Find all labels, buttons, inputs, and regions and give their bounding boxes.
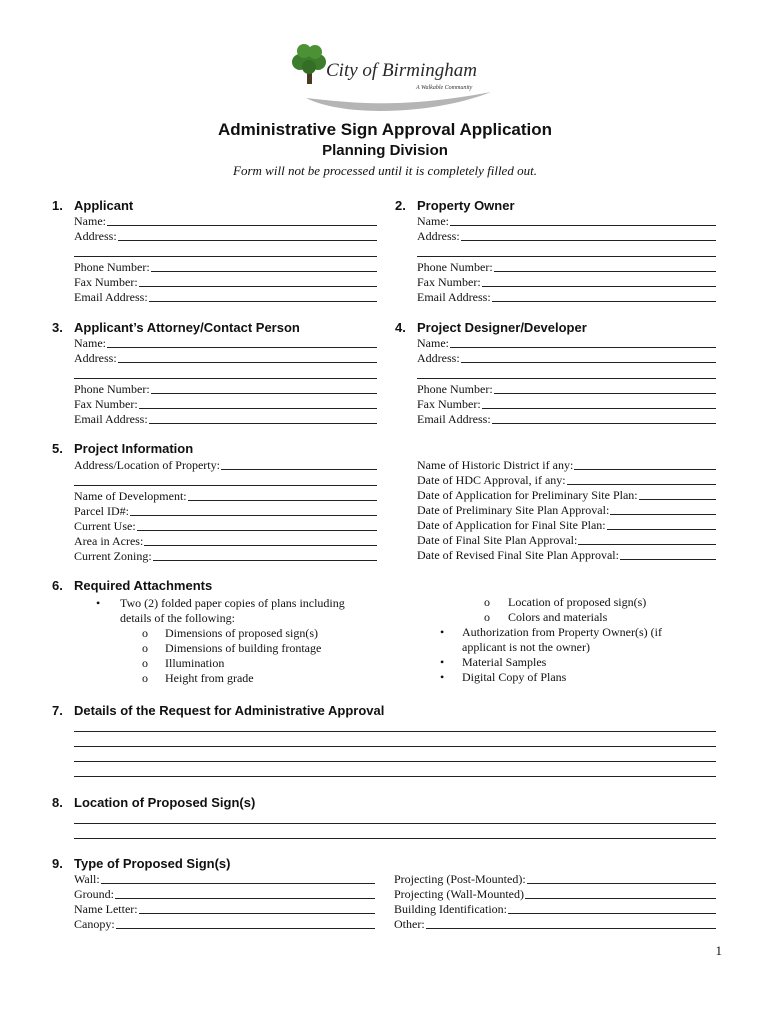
fill-line[interactable] <box>620 559 716 560</box>
historic-district-field[interactable] <box>417 458 716 473</box>
bullet-icon: • <box>96 596 101 610</box>
field-label: Name of Historic District if any: <box>417 458 574 472</box>
sub-item <box>142 656 366 671</box>
logo-graphic <box>286 40 496 120</box>
fill-line[interactable] <box>151 271 377 272</box>
bullet-icon: • <box>440 670 445 684</box>
field-label: Fax Number: <box>417 275 481 289</box>
field-label: Area in Acres: <box>74 534 144 548</box>
section-title: Applicant’s Attorney/Contact Person <box>74 320 300 335</box>
section-number: 1. <box>52 198 63 213</box>
field-label: Date of Application for Final Site Plan: <box>417 518 606 532</box>
fill-line[interactable] <box>101 883 375 884</box>
section-9-heading <box>52 856 231 871</box>
field-label: Name: <box>417 214 449 228</box>
field-label: Date of HDC Approval, if any: <box>417 473 566 487</box>
sub-item <box>484 595 710 610</box>
attachments-right <box>440 595 710 685</box>
field-label: Name Letter: <box>74 902 138 916</box>
field-label: Fax Number: <box>417 397 481 411</box>
sub-item-text: Colors and materials <box>508 610 608 624</box>
page-number: 1 <box>715 943 722 958</box>
fill-line[interactable] <box>494 393 716 394</box>
section-8-heading <box>52 795 255 810</box>
field-label: Name of Development: <box>74 489 187 503</box>
wall-sign-field[interactable] <box>74 872 375 887</box>
field-label: Name: <box>74 214 106 228</box>
details-line[interactable] <box>74 746 716 747</box>
field-label: Address/Location of Property: <box>74 458 220 472</box>
field-label: Name: <box>417 336 449 350</box>
sub-item <box>484 610 710 625</box>
fill-line[interactable] <box>527 883 716 884</box>
field-label: Address: <box>74 351 117 365</box>
form-subtitle: Planning Division <box>322 142 448 159</box>
fill-line[interactable] <box>426 928 716 929</box>
attorney-fields <box>74 336 377 427</box>
fill-line[interactable] <box>525 898 716 899</box>
current-zoning-field[interactable] <box>74 549 377 564</box>
attachments-left <box>96 596 366 686</box>
fill-line[interactable] <box>607 529 716 530</box>
field-label: Address: <box>417 351 460 365</box>
section-number: 4. <box>395 320 406 335</box>
section-6-heading <box>52 578 212 593</box>
field-label: Current Zoning: <box>74 549 152 563</box>
fill-line[interactable] <box>116 928 375 929</box>
address-line-2[interactable] <box>417 378 716 379</box>
field-label: Projecting (Post-Mounted): <box>394 872 526 886</box>
fill-line[interactable] <box>492 423 716 424</box>
logo-city-text: City of Birmingham <box>326 60 477 81</box>
attachment-sublist <box>96 626 366 686</box>
development-name-field[interactable] <box>74 489 377 504</box>
sub-item <box>142 671 366 686</box>
fill-line[interactable] <box>461 362 716 363</box>
applicant-address-field[interactable] <box>74 229 377 244</box>
fill-line[interactable] <box>118 362 377 363</box>
owner-fax-field[interactable] <box>417 275 716 290</box>
projecting-wall-field[interactable] <box>394 887 716 902</box>
applicant-fields <box>74 214 377 305</box>
form-title: Administrative Sign Approval Application <box>217 120 553 139</box>
revised-approval-date-field[interactable] <box>417 548 716 563</box>
designer-fields <box>417 336 716 427</box>
fill-line[interactable] <box>574 469 716 470</box>
city-logo <box>286 40 496 120</box>
section-7-heading <box>52 703 384 718</box>
sub-bullet-icon: o <box>142 641 148 655</box>
location-lines <box>74 823 716 839</box>
fill-line[interactable] <box>482 286 716 287</box>
fill-line[interactable] <box>149 423 377 424</box>
fill-line[interactable] <box>137 530 377 531</box>
property-address-field[interactable] <box>74 458 377 473</box>
field-label: Name: <box>74 336 106 350</box>
fill-line[interactable] <box>139 913 375 914</box>
section-number: 3. <box>52 320 63 335</box>
fill-line[interactable] <box>153 560 377 561</box>
form-note: Form will not be processed until it is completely filled out. <box>233 163 537 178</box>
project-info-left <box>74 458 377 564</box>
fill-line[interactable] <box>450 225 716 226</box>
hdc-approval-field[interactable] <box>417 473 716 488</box>
section-number: 6. <box>52 578 63 593</box>
canopy-sign-field[interactable] <box>74 917 375 932</box>
fill-line[interactable] <box>578 544 716 545</box>
field-label: Fax Number: <box>74 397 138 411</box>
designer-name-field[interactable] <box>417 336 716 351</box>
field-label: Email Address: <box>417 290 491 304</box>
applicant-phone-field[interactable] <box>74 260 377 275</box>
fill-line[interactable] <box>118 240 377 241</box>
owner-phone-field[interactable] <box>417 260 716 275</box>
sub-item-text: Illumination <box>165 656 225 670</box>
field-label: Parcel ID#: <box>74 504 129 518</box>
final-approval-date-field[interactable] <box>417 533 716 548</box>
field-label: Date of Application for Preliminary Site Plan: <box>417 488 638 502</box>
attachment-sublist <box>440 595 710 625</box>
owner-fields <box>417 214 716 305</box>
fill-line[interactable] <box>151 393 377 394</box>
section-title: Property Owner <box>417 198 515 213</box>
sub-item-text: Location of proposed sign(s) <box>508 595 647 609</box>
owner-name-field[interactable] <box>417 214 716 229</box>
fill-line[interactable] <box>494 271 716 272</box>
section-title: Applicant <box>74 198 134 213</box>
applicant-name-field[interactable] <box>74 214 377 229</box>
field-label: Ground: <box>74 887 114 901</box>
tree-icon <box>292 44 326 74</box>
designer-address-field[interactable] <box>417 351 716 366</box>
sub-item-text: Dimensions of building frontage <box>165 641 322 655</box>
fill-line[interactable] <box>482 408 716 409</box>
applicant-fax-field[interactable] <box>74 275 377 290</box>
address-line-2[interactable] <box>74 485 377 486</box>
field-label: Email Address: <box>74 290 148 304</box>
parcel-id-field[interactable] <box>74 504 377 519</box>
section-number: 5. <box>52 441 63 456</box>
bullet-icon: • <box>440 625 445 639</box>
attorney-email-field[interactable] <box>74 412 377 427</box>
fill-line[interactable] <box>144 545 377 546</box>
details-line[interactable] <box>74 776 716 777</box>
details-lines <box>74 731 716 777</box>
current-use-field[interactable] <box>74 519 377 534</box>
sub-item <box>142 626 366 641</box>
sign-types-left <box>74 872 375 932</box>
fill-line[interactable] <box>115 898 375 899</box>
sub-item-text: Height from grade <box>165 671 254 685</box>
location-line[interactable] <box>74 823 716 824</box>
attachment-text: Digital Copy of Plans <box>462 670 567 684</box>
section-2-heading <box>395 198 515 213</box>
attachment-item <box>440 655 710 670</box>
attorney-name-field[interactable] <box>74 336 377 351</box>
attachment-text: Two (2) folded paper copies of plans including details of the following: <box>120 596 345 625</box>
section-title: Project Information <box>74 441 194 456</box>
designer-email-field[interactable] <box>417 412 716 427</box>
attachment-item <box>440 670 710 685</box>
sub-item-text: Dimensions of proposed sign(s) <box>165 626 318 640</box>
field-label: Date of Preliminary Site Plan Approval: <box>417 503 610 517</box>
section-number: 9. <box>52 856 63 871</box>
attachment-text: Authorization from Property Owner(s) (if applicant is not the owner) <box>462 625 662 654</box>
field-label: Wall: <box>74 872 100 886</box>
final-application-date-field[interactable] <box>417 518 716 533</box>
fill-line[interactable] <box>450 347 716 348</box>
section-title: Details of the Request for Administrative Approval <box>74 703 385 718</box>
attachment-item <box>440 625 710 655</box>
attorney-phone-field[interactable] <box>74 382 377 397</box>
fill-line[interactable] <box>107 225 377 226</box>
attorney-address-field[interactable] <box>74 351 377 366</box>
section-title: Project Designer/Developer <box>417 320 587 335</box>
section-title: Required Attachments <box>74 578 213 593</box>
fill-line[interactable] <box>107 347 377 348</box>
designer-fax-field[interactable] <box>417 397 716 412</box>
section-5-heading <box>52 441 193 456</box>
sign-types-right <box>394 872 716 932</box>
section-number: 8. <box>52 795 63 810</box>
sub-bullet-icon: o <box>142 671 148 685</box>
details-line[interactable] <box>74 731 716 732</box>
fill-line[interactable] <box>221 469 377 470</box>
field-label: Email Address: <box>417 412 491 426</box>
address-line-2[interactable] <box>74 378 377 379</box>
field-label: Date of Final Site Plan Approval: <box>417 533 578 547</box>
field-label: Address: <box>417 229 460 243</box>
section-3-heading <box>52 320 300 335</box>
ground-sign-field[interactable] <box>74 887 375 902</box>
section-title: Location of Proposed Sign(s) <box>74 795 256 810</box>
field-label: Fax Number: <box>74 275 138 289</box>
attorney-fax-field[interactable] <box>74 397 377 412</box>
field-label: Email Address: <box>74 412 148 426</box>
bullet-icon: • <box>440 655 445 669</box>
sub-bullet-icon: o <box>484 610 490 624</box>
logo-swoosh <box>306 92 491 111</box>
sub-bullet-icon: o <box>142 656 148 670</box>
fill-line[interactable] <box>461 240 716 241</box>
field-label: Projecting (Wall-Mounted) <box>394 887 525 901</box>
name-letter-sign-field[interactable] <box>74 902 375 917</box>
other-sign-field[interactable] <box>394 917 716 932</box>
field-label: Phone Number: <box>74 260 150 274</box>
fill-line[interactable] <box>567 484 716 485</box>
field-label: Phone Number: <box>417 260 493 274</box>
field-label: Phone Number: <box>417 382 493 396</box>
field-label: Building Identification: <box>394 902 507 916</box>
area-acres-field[interactable] <box>74 534 377 549</box>
owner-email-field[interactable] <box>417 290 716 305</box>
sub-bullet-icon: o <box>484 595 490 609</box>
applicant-email-field[interactable] <box>74 290 377 305</box>
building-identification-field[interactable] <box>394 902 716 917</box>
fill-line[interactable] <box>639 499 716 500</box>
field-label: Canopy: <box>74 917 115 931</box>
details-line[interactable] <box>74 761 716 762</box>
logo-tagline: A Walkable Community <box>416 85 473 91</box>
fill-line[interactable] <box>610 514 716 515</box>
section-title: Type of Proposed Sign(s) <box>74 856 231 871</box>
section-4-heading <box>395 320 587 335</box>
projecting-post-field[interactable] <box>394 872 716 887</box>
section-1-heading <box>52 198 133 213</box>
fill-line[interactable] <box>188 500 377 501</box>
prelim-application-date-field[interactable] <box>417 488 716 503</box>
fill-line[interactable] <box>130 515 377 516</box>
field-label: Other: <box>394 917 425 931</box>
fill-line[interactable] <box>149 301 377 302</box>
fill-line[interactable] <box>508 913 716 914</box>
field-label: Address: <box>74 229 117 243</box>
fill-line[interactable] <box>492 301 716 302</box>
owner-address-field[interactable] <box>417 229 716 244</box>
field-label: Current Use: <box>74 519 136 533</box>
fill-line[interactable] <box>139 408 377 409</box>
sub-item <box>142 641 366 656</box>
address-line-2[interactable] <box>417 256 716 257</box>
attachment-item <box>96 596 366 626</box>
section-number: 7. <box>52 703 63 718</box>
project-info-right <box>417 458 716 563</box>
sub-bullet-icon: o <box>142 626 148 640</box>
prelim-approval-date-field[interactable] <box>417 503 716 518</box>
fill-line[interactable] <box>139 286 377 287</box>
attachment-text: Material Samples <box>462 655 547 669</box>
designer-phone-field[interactable] <box>417 382 716 397</box>
field-label: Date of Revised Final Site Plan Approval: <box>417 548 619 562</box>
address-line-2[interactable] <box>74 256 377 257</box>
location-line[interactable] <box>74 838 716 839</box>
field-label: Phone Number: <box>74 382 150 396</box>
section-number: 2. <box>395 198 406 213</box>
